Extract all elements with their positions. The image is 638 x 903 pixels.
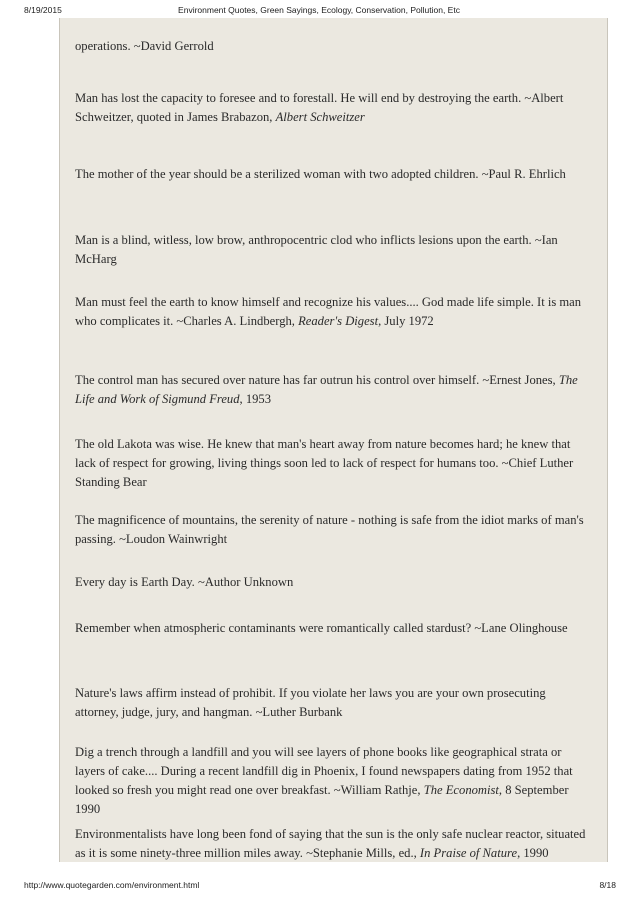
- print-title: Environment Quotes, Green Sayings, Ecology, Conservation, Pollution, Etc: [178, 5, 460, 15]
- quote-item: Dig a trench through a landfill and you will see layers of phone books like geographical strata or layers of cake.... During a recent landfill dig in Phoenix, I found newspapers dating from 1952 that looked so fresh you might read one over breakfast. ~William Rathje, The Economist, 8 September 1990: [75, 744, 573, 816]
- quote-item: Man has lost the capacity to foresee and to forestall. He will end by destroying the earth. ~Albert Schweitzer, quoted in James Brabazon, Albert Schweitzer: [75, 90, 564, 124]
- quote-item: The mother of the year should be a sterilized woman with two adopted children. ~Paul R. Ehrlich: [75, 166, 566, 181]
- page-content: [59, 18, 608, 862]
- print-header: [0, 5, 638, 19]
- quote-item: Man is a blind, witless, low brow, anthropocentric clod who inflicts lesions upon the earth. ~Ian McHarg: [75, 232, 558, 266]
- source-url: http://www.quotegarden.com/environment.html: [24, 880, 200, 890]
- quote-item: Nature's laws affirm instead of prohibit. If you violate her laws you are your own prosecuting attorney, judge, jury, and hangman. ~Luther Burbank: [75, 685, 546, 719]
- quote-item: The old Lakota was wise. He knew that man's heart away from nature becomes hard; he knew that lack of respect for growing, living things soon led to lack of respect for humans too. ~Chief Luther Standing Bear: [75, 436, 574, 489]
- quote-item: operations. ~David Gerrold: [75, 38, 214, 53]
- quote-item: The magnificence of mountains, the serenity of nature - nothing is safe from the idiot marks of man's passing. ~Loudon Wainwright: [75, 512, 584, 546]
- quote-item: The control man has secured over nature has far outrun his control over himself. ~Ernest Jones, The Life and Work of Sigmund Freud, 1953: [75, 372, 578, 406]
- quote-item: Man must feel the earth to know himself and recognize his values.... God made life simple. It is man who complicates it. ~Charles A. Lindbergh, Reader's Digest, July 1972: [75, 294, 582, 328]
- quote-item: Every day is Earth Day. ~Author Unknown: [75, 574, 294, 589]
- quote-item: Environmentalists have long been fond of saying that the sun is the only safe nuclear reactor, situated as it is some ninety-three million miles away. ~Stephanie Mills, ed., In Praise of Nature, 1990: [75, 826, 586, 860]
- print-date: 8/19/2015: [24, 5, 62, 15]
- page-number: 8/18: [599, 880, 616, 890]
- quote-item: Remember when atmospheric contaminants were romantically called stardust? ~Lane Olinghouse: [75, 620, 568, 635]
- print-footer: [0, 880, 638, 894]
